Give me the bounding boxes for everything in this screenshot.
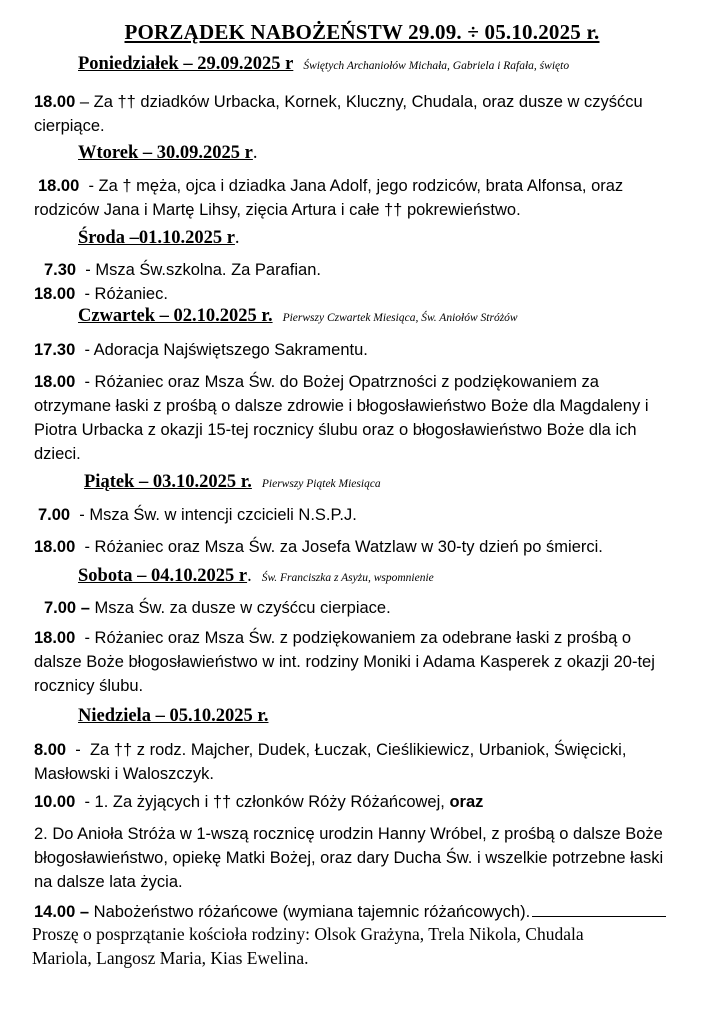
- intention-text: Różaniec oraz Msza Św. do Bożej Opatrzności z podziękowaniem za: [94, 373, 599, 391]
- mass-entry: [34, 822, 663, 894]
- mass-time: 7.30: [44, 261, 77, 279]
- intention-text: dzieci.: [34, 445, 81, 463]
- intention-text: Msza Św. w intencji czcicieli N.S.P.J.: [89, 506, 357, 524]
- mass-time: 8.00: [34, 741, 67, 759]
- mass-entry: 8.00 - Za †† z rodz. Majcher, Dudek, Łuczak, Cieślikiewicz, Urbaniok, Święcicki, Masłowski i Waloszczyk.: [34, 738, 626, 786]
- intention-text: Za † męża, ojca i dziadka Jana Adolf, jego rodziców, brata Alfonsa, oraz: [98, 177, 624, 195]
- day-note: Pierwszy Czwartek Miesiąca, Św. Aniołów Stróżów: [282, 312, 518, 324]
- mass-entry: 7.30 - Msza Św.szkolna. Za Parafian.: [44, 261, 321, 279]
- intention-text: Za †† dziadków Urbacka, Kornek, Kluczny, Chudala, oraz dusze w czyśćcu: [93, 93, 643, 111]
- mass-entry: 7.00 – Msza Św. za dusze w czyśćcu cierpiace.: [44, 599, 391, 617]
- day-name: Poniedziałek – 29.09.2025 r: [78, 54, 294, 74]
- intention-text: Masłowski i Waloszczyk.: [34, 765, 214, 783]
- mass-time: 17.30: [34, 341, 76, 359]
- intention-text: Msza Św. za dusze w czyśćcu cierpiace.: [94, 599, 391, 617]
- mass-time: 18.00: [34, 373, 76, 391]
- day-note: Świętych Archaniołów Michała, Gabriela i Rafała, święto: [303, 60, 570, 72]
- mass-entry: 18.00 - Za † męża, ojca i dziadka Jana Adolf, jego rodziców, brata Alfonsa, oraz rodziców Jana i Martę Lihsy, zięcia Artura i całe †† pokrewieństwo.: [38, 174, 623, 222]
- notice-text: Mariola, Langosz Maria, Kias Ewelina.: [32, 948, 309, 968]
- intention-text: otrzymane łaski z prośbą o dalsze zdrowie i błogosławieństwo Boże dla Magdaleny i: [34, 397, 649, 415]
- intention-text: Za †† z rodz. Majcher, Dudek, Łuczak, Cieślikiewicz, Urbaniok, Święcicki,: [89, 741, 627, 759]
- intention-text: dalsze Boże błogosławieństwo w int. rodziny Moniki i Adama Kasperek z okazji 20-tej: [34, 653, 655, 671]
- mass-time: 14.00: [34, 903, 76, 921]
- day-name: Sobota – 04.10.2025 r: [78, 566, 248, 586]
- mass-entry: 18.00 - Różaniec oraz Msza Św. za Josefa Watzlaw w 30-ty dzień po śmierci.: [34, 538, 603, 556]
- intention-text: 1. Za żyjących i †† członków Róży Różańcowej,: [94, 793, 450, 811]
- day-note: Pierwszy Piątek Miesiąca: [261, 478, 381, 490]
- day-name: Piątek – 03.10.2025 r.: [84, 472, 252, 492]
- day-heading-friday: [84, 472, 381, 493]
- intention-text: na dalsze lata życia.: [34, 873, 183, 891]
- intention-bold-tail: oraz: [449, 793, 484, 811]
- mass-time: 18.00: [38, 177, 80, 195]
- intention-text: Adoracja Najświętszego Sakramentu.: [93, 341, 368, 359]
- mass-time: 7.00: [38, 506, 71, 524]
- intention-text: rodziców Jana i Martę Lihsy, zięcia Artura i całe †† pokrewieństwo.: [34, 201, 521, 219]
- day-heading-tuesday: Wtorek – 30.09.2025 r.: [78, 143, 258, 163]
- mass-time: 10.00: [34, 793, 76, 811]
- day-heading-monday: [78, 54, 569, 75]
- mass-entry: 18.00 - Różaniec oraz Msza Św. z podziękowaniem za odebrane łaski z prośbą o dalsze Boże błogosławieństwo w int. rodziny Moniki i Adama Kasperek z okazji 20-tej rocznicy ślubu.: [34, 626, 655, 698]
- day-heading-saturday: Sobota – 04.10.2025 r. Św. Franciszka z Asyżu, wspomnienie: [78, 566, 434, 586]
- mass-time: 18.00: [34, 285, 76, 303]
- intention-text: Różaniec oraz Msza Św. za Josefa Watzlaw w 30-ty dzień po śmierci.: [94, 538, 603, 556]
- mass-time: 18.00: [34, 629, 76, 647]
- intention-text: Nabożeństwo różańcowe (wymiana tajemnic różańcowych).: [93, 903, 531, 921]
- cleaning-notice: [32, 922, 712, 970]
- day-name: Wtorek – 30.09.2025 r: [78, 143, 253, 163]
- underline-rule: [532, 902, 666, 917]
- mass-entry: 7.00 - Msza Św. w intencji czcicieli N.S.P.J.: [38, 506, 357, 524]
- day-heading-wednesday: Środa –01.10.2025 r.: [78, 228, 240, 248]
- mass-entry: 14.00 – Nabożeństwo różańcowe (wymiana tajemnic różańcowych).: [34, 900, 666, 924]
- mass-time: 18.00: [34, 538, 76, 556]
- intention-text: Msza Św.szkolna. Za Parafian.: [95, 261, 321, 279]
- day-name: Środa –01.10.2025 r: [78, 228, 235, 248]
- mass-entry: 18.00 - Różaniec.: [34, 285, 168, 303]
- intention-text: błogosławieństwo, opiekę Matki Bożej, oraz dary Ducha Św. i wszelkie potrzebne łaski: [34, 849, 664, 867]
- day-heading-thursday: [78, 306, 518, 327]
- mass-entry: 10.00 - 1. Za żyjących i †† członków Róży Różańcowej, oraz: [34, 793, 484, 811]
- mass-time: 18.00: [34, 93, 76, 111]
- intention-text: Różaniec.: [94, 285, 168, 303]
- day-note: Św. Franciszka z Asyżu, wspomnienie: [261, 572, 434, 584]
- intention-text: cierpiące.: [34, 117, 105, 135]
- day-name: Niedziela – 05.10.2025 r.: [78, 706, 269, 726]
- page-title: PORZĄDEK NABOŻEŃSTW 29.09. ÷ 05.10.2025 r.: [124, 20, 600, 44]
- notice-text: Proszę o posprzątanie kościoła rodziny: Olsok Grażyna, Trela Nikola, Chudala: [32, 924, 584, 944]
- mass-entry: 17.30 - Adoracja Najświętszego Sakramentu.: [34, 341, 368, 359]
- intention-text: Różaniec oraz Msza Św. z podziękowaniem za odebrane łaski z prośbą o: [94, 629, 632, 647]
- intention-text: Piotra Urbacka z okazji 15-tej rocznicy ślubu oraz o błogosławieństwo Boże dla ich: [34, 421, 637, 439]
- intention-text: rocznicy ślubu.: [34, 677, 144, 695]
- mass-entry: 18.00 – Za †† dziadków Urbacka, Kornek, Kluczny, Chudala, oraz dusze w czyśćcu cierpiące.: [34, 90, 643, 138]
- day-name: Czwartek – 02.10.2025 r.: [78, 306, 273, 326]
- intention-text: 2. Do Anioła Stróża w 1-wszą rocznicę urodzin Hanny Wróbel, z prośbą o dalsze Boże: [34, 825, 663, 843]
- day-heading-sunday: [78, 706, 268, 727]
- mass-time: 7.00: [44, 599, 77, 617]
- mass-entry: 18.00 - Różaniec oraz Msza Św. do Bożej Opatrzności z podziękowaniem za otrzymane łaski z prośbą o dalsze zdrowie i błogosławieństwo Boże dla Magdaleny i Piotra Urbacka z okazji 15-tej rocznicy ślubu oraz o błogosławieństwo Boże dla ich dzieci.: [34, 370, 648, 466]
